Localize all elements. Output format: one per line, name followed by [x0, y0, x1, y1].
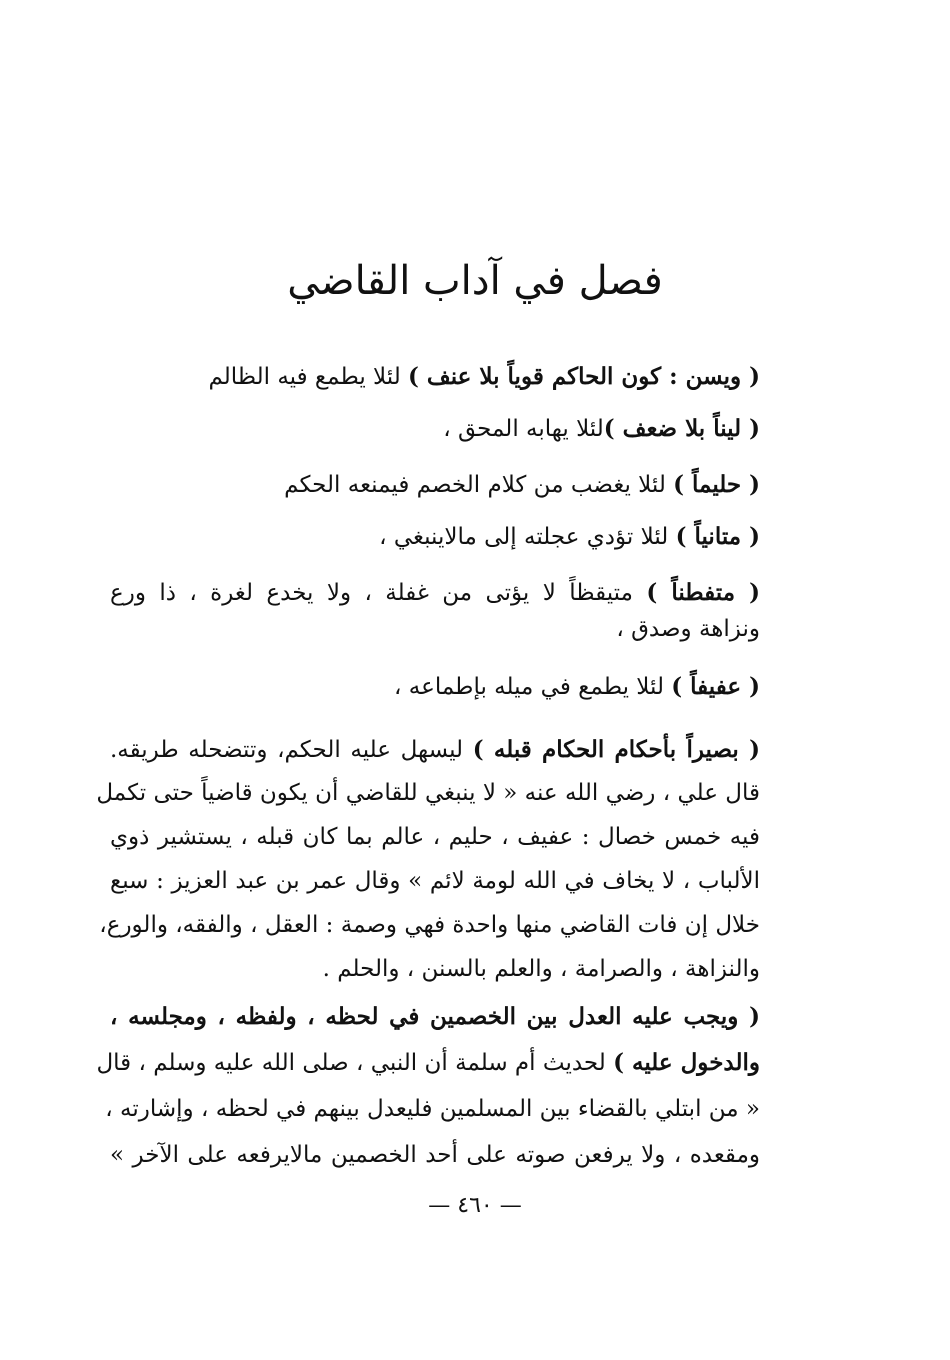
text-line: ( بصيراً بأحكام الحكام قبله ) ليسهل عليه الحكم، وتتضحله طريقه. [110, 736, 760, 763]
text-line: ( حليماً ) لئلا يغضب من كلام الخصم فيمنعه الحكم [284, 471, 760, 498]
text-line: خلال إن فات القاضي منها واحدة فهي وصمة : العقل ، والفقه، والورع، [99, 912, 760, 938]
page-number: — ٤٦٠ — [428, 1193, 522, 1218]
text-line: ( ويجب عليه العدل بين الخصمين في لحظه ، ولفظه ، ومجلسه ، [110, 1003, 760, 1030]
text-line: والدخول عليه ) لحديث أم سلمة أن النبي ، صلى الله عليه وسلم ، قال [96, 1049, 760, 1076]
text-line: ( ويسن : كون الحاكم قوياً بلا عنف ) لئلا يطمع فيه الظالم [208, 363, 760, 390]
section-title: فصل في آداب القاضي [287, 258, 663, 304]
text-line: ( عفيفاً ) لئلا يطمع في ميله بإطماعه ، [394, 673, 760, 700]
text-line: ومقعده ، ولا يرفعن صوته على أحد الخصمين مالايرفعه على الآخر » [110, 1142, 760, 1168]
text-line: ونزاهة وصدق ، [616, 616, 760, 642]
text-line: ( متانياً ) لئلا تؤدي عجلته إلى مالاينبغي ، [379, 523, 760, 550]
text-line: والنزاهة ، والصرامة ، والعلم بالسنن ، والحلم . [322, 956, 760, 982]
text-line: الألباب ، لا يخاف في الله لومة لائم » وقال عمر بن عبد العزيز : سبع [110, 868, 760, 894]
text-line: فيه خمس خصال : عفيف ، حليم ، عالم بما كان قبله ، يستشير ذوي [110, 824, 760, 850]
text-line: « من ابتلي بالقضاء بين المسلمين فليعدل بينهم في لحظه ، وإشارته ، [105, 1096, 760, 1122]
text-line: ( متفطناً ) متيقظاً لا يؤتى من غفلة ، ولا يخدع لغرة ، ذا ورع [110, 579, 760, 606]
text-line: ( ليناً بلا ضعف )لئلا يهابه المحق ، [443, 415, 760, 442]
text-line: قال علي ، رضي الله عنه « لا ينبغي للقاضي أن يكون قاضياً حتى تكمل [96, 780, 760, 806]
